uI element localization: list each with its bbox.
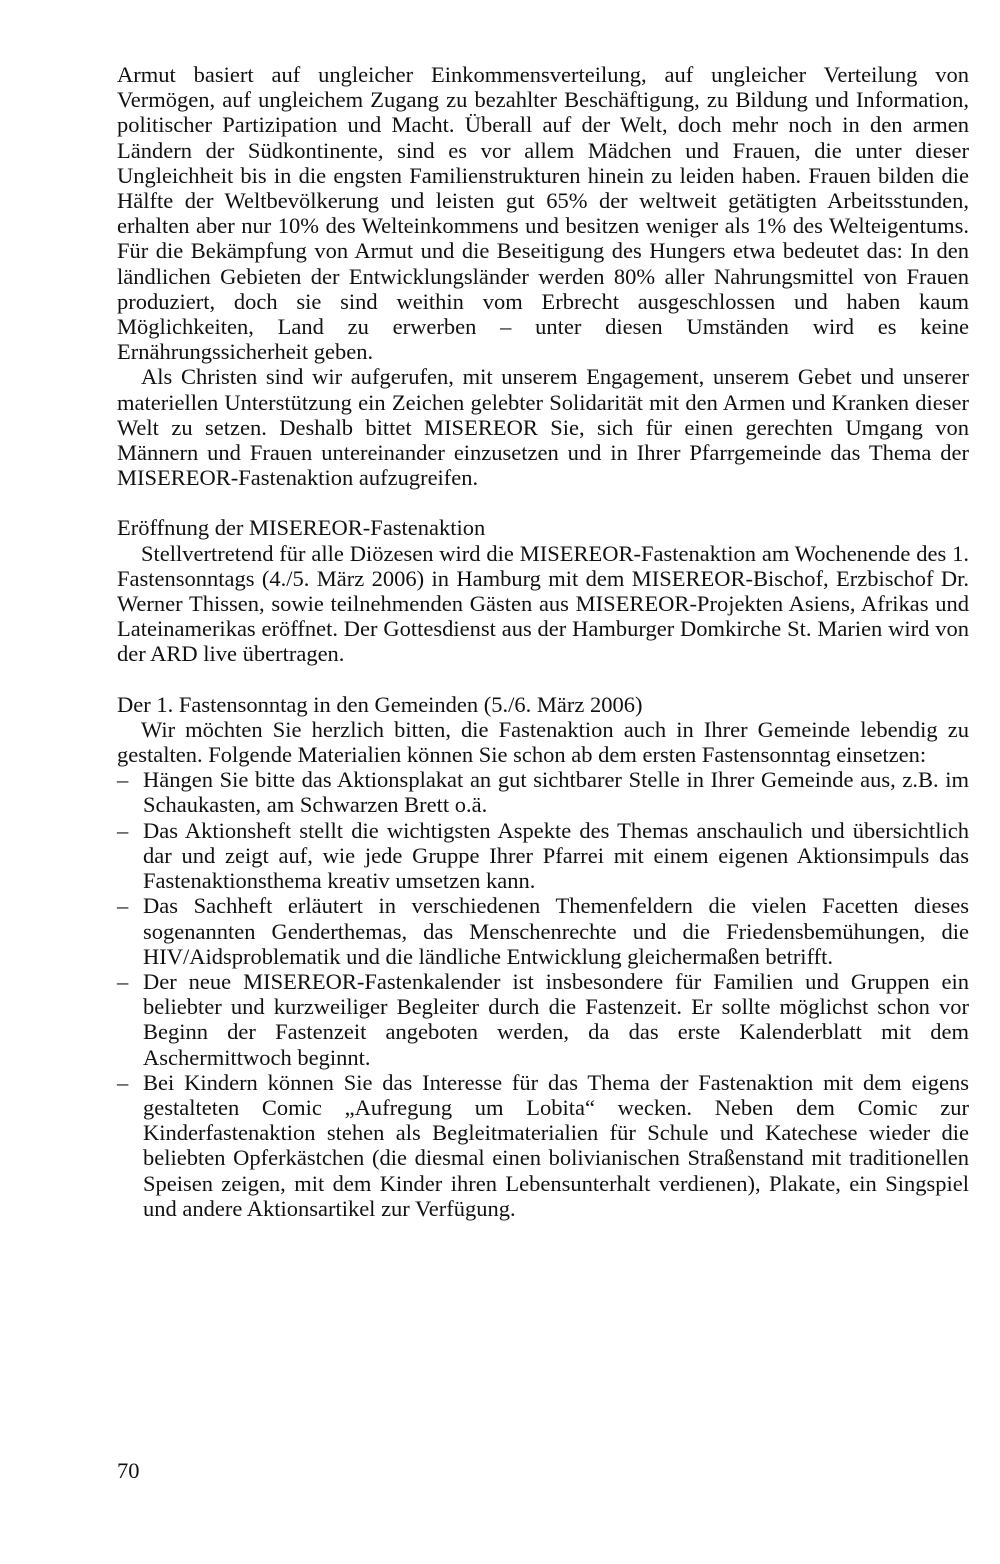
paragraph-christian-call: Als Christen sind wir aufgerufen, mit unserem Engagement, unserem Gebet und unserer materiellen Unterstützung ein Zeichen gelebter Solidarität mit den Armen und Kranken dieser Welt zu setzen. Deshalb bittet MISEREOR Sie, sich für einen gerechten Umgang von Männern und Frauen untereinander einzusetzen und in Ihrer Pfarrgemeinde das Thema der MISEREOR-Fastenaktion aufzugreifen. <box>117 364 969 491</box>
paragraph-opening: Stellvertretend für alle Diözesen wird die MISEREOR-Fastenaktion am Wochenende des 1. Fastensonntags (4./5. März 2006) in Hamburg mit dem MISEREOR-Bischof, Erzbischof Dr. Werner Thissen, sowie teilnehmenden Gästen aus MISEREOR-Projekten Asiens, Afrikas und Lateinamerikas eröffnet. Der Gottesdienst aus der Hamburger Domkirche St. Marien wird von der ARD live übertragen. <box>117 540 969 667</box>
section-heading-first-sunday: Der 1. Fastensonntag in den Gemeinden (5./6. März 2006) <box>117 691 643 717</box>
list-dash: – <box>117 1069 129 1095</box>
list-item-text: Bei Kindern können Sie das Interesse für das Thema der Fastenaktion mit dem eigens gestalteten Comic „Aufregung um Lobita“ wecken. Neben dem Comic zur Kinderfastenaktion stehen als Begleitmaterialien für Schule und Katechese wieder die beliebten Opferkästchen (die diesmal einen bolivianischen Straßenstand mit traditionellen Speisen zeigen, mit dem Kinder ihren Lebensunterhalt verdienen), Plakate, ein Singspiel und andere Aktionsartikel zur Verfügung. <box>143 1069 969 1221</box>
list-dash: – <box>117 767 129 793</box>
list-item <box>117 818 969 894</box>
paragraph-first-sunday: Wir möchten Sie herzlich bitten, die Fastenaktion auch in Ihrer Gemeinde lebendig zu gestalten. Folgende Materialien können Sie schon ab dem ersten Fastensonntag einsetzen: <box>117 716 969 768</box>
list-item-text: Hängen Sie bitte das Aktionsplakat an gut sichtbarer Stelle in Ihrer Gemeinde aus, z.B. im Schaukasten, am Schwarzen Brett o.ä. <box>143 767 969 818</box>
list-dash: – <box>117 968 129 994</box>
materials-list <box>117 767 969 1221</box>
paragraph-poverty: Armut basiert auf ungleicher Einkommensverteilung, auf ungleicher Verteilung von Vermögen, auf ungleichem Zugang zu bezahlter Beschäftigung, zu Bildung und Information, politischer Partizipation und Macht. Überall auf der Welt, doch mehr noch in den armen Ländern der Südkontinente, sind es vor allem Mädchen und Frauen, die unter dieser Ungleichheit bis in die engsten Familienstrukturen hinein zu leiden haben. Frauen bilden die Hälfte der Weltbevölkerung und leisten gut 65% der weltweit getätigten Arbeitsstunden, erhalten aber nur 10% des Welteinkommens und besitzen weniger als 1% des Welteigentums. Für die Bekämpfung von Armut und die Beseitigung des Hungers etwa bedeutet das: In den ländlichen Gebieten der Entwicklungsländer werden 80% aller Nahrungsmittel von Frauen produziert, doch sie sind weithin vom Erbrecht ausgeschlossen und haben kaum Möglichkeiten, Land zu erwerben – unter diesen Umständen wird es keine Ernährungssicherheit geben. <box>117 62 969 365</box>
section-spacer <box>117 667 969 692</box>
list-item-text: Das Aktionsheft stellt die wichtigsten Aspekte des Themas anschaulich und übersichtlich dar und zeigt auf, wie jede Gruppe Ihrer Pfarrei mit einem eigenen Aktionsimpuls das Fastenaktionsthema kreativ umsetzen kann. <box>143 817 969 894</box>
section-heading-opening: Eröffnung der MISEREOR-Fastenaktion <box>117 515 486 541</box>
list-dash: – <box>117 893 129 919</box>
list-dash: – <box>117 817 129 843</box>
list-item <box>117 767 969 817</box>
page-body <box>117 62 969 1221</box>
list-item-text: Das Sachheft erläutert in verschiedenen Themenfeldern die vielen Facetten dieses sogenannten Genderthemas, das Menschenrechte und die Friedensbemühungen, die HIV/Aidsproblematik und die ländliche Entwicklung gleichermaßen betrifft. <box>143 893 969 969</box>
list-item <box>117 893 969 969</box>
page-number: 70 <box>117 1458 140 1483</box>
list-item <box>117 969 969 1070</box>
list-item <box>117 1070 969 1221</box>
section-spacer <box>117 490 969 515</box>
list-item-text: Der neue MISEREOR-Fastenkalender ist insbesondere für Familien und Gruppen ein beliebter und kurzweiliger Begleiter durch die Fastenzeit. Er sollte möglichst schon vor Beginn der Fastenzeit angeboten werden, da das erste Kalenderblatt mit dem Aschermittwoch beginnt. <box>143 968 969 1070</box>
